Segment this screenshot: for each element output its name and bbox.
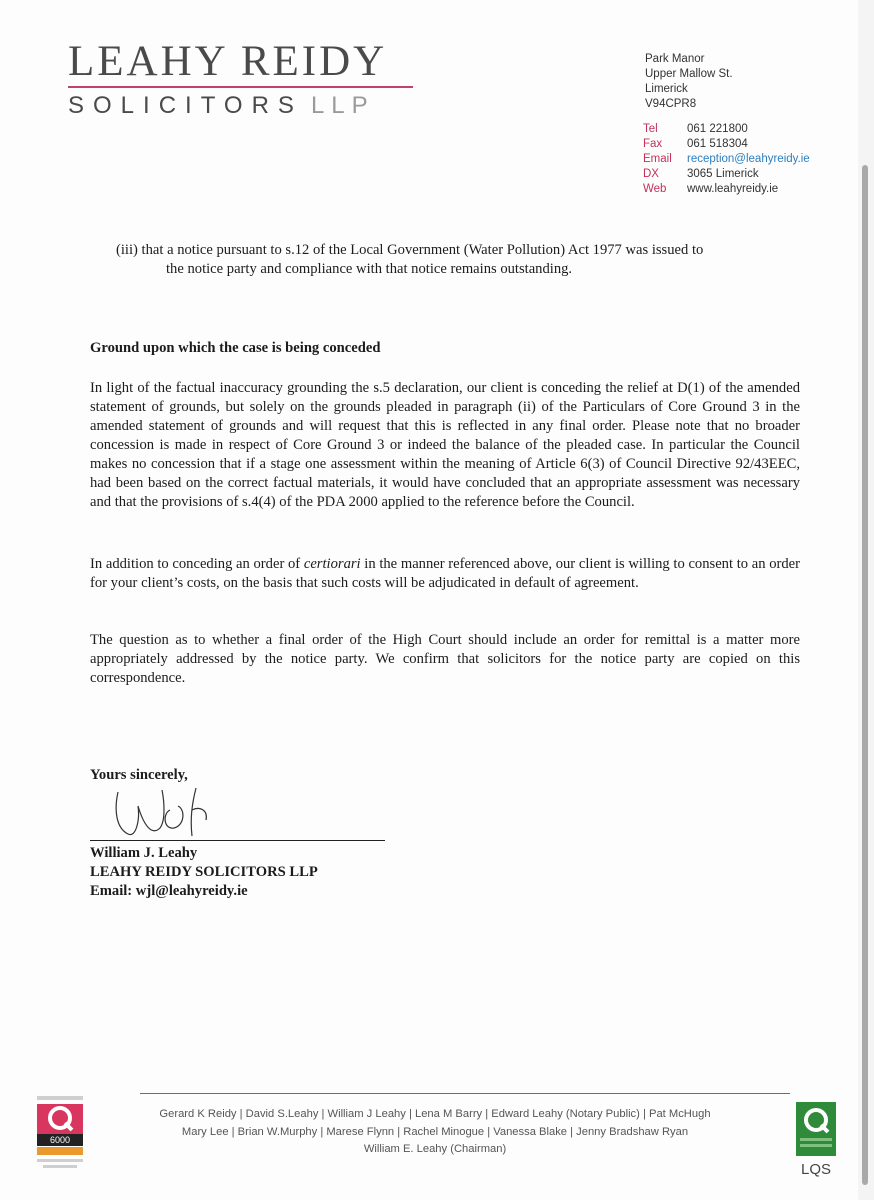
footer-line: William E. Leahy (Chairman) [363,1143,507,1155]
contact-value: 061 221800 [687,123,748,135]
logo-llp: LLP [310,92,375,119]
address-line: Limerick [645,83,688,95]
certiorari-term: certiorari [303,556,361,572]
lqs-badge [790,1102,840,1182]
signer-email: Email: wjl@leahyreidy.ie [90,883,248,899]
signer-firm: LEAHY REIDY SOLICITORS LLP [90,864,318,880]
item-iii-line1: (iii) that a notice pursuant to s.12 of the Local Government (Water Pollution) Act 1977 was issued to [116,242,704,258]
footer-rule [140,1093,790,1094]
item-iii-line2: the notice party and compliance with that notice remains outstanding. [166,261,573,277]
contact-dx [643,167,810,182]
signer-name: William J. Leahy [90,845,198,861]
logo-subtitle [68,92,413,120]
address-line: Park Manor [645,53,705,65]
closing-salutation: Yours sincerely, [90,767,188,783]
contact-label: DX [643,168,659,180]
paragraph-concession: In light of the factual inaccuracy grounding the s.5 declaration, our client is conceding the relief at D(1) of the amended statement of grounds, but solely on the grounds pleaded in paragraph (ii) of the Particulars of Core Ground 3 in the amended statement of grounds and will request that this is reflected in any final order. Please note that no broader concession is made in respect of Core Ground 3 or indeed the balance of the pleaded case. In particular the Council makes no concession that if a stage one assessment within the meaning of Article 6(3) of Council Directive 92/43EEC, had been based on the correct factual materials, it would have concluded that an appropriate assessment was necessary and that the provisions of s.4(4) of the PDA 2000 applied to the reference before the Council. [90,380,800,510]
footer-partners [95,1106,775,1159]
contact-web [643,182,810,197]
contact-email [643,152,810,167]
costs-text-end: in the manner referenced above, our client is willing to consent to an order for your client’s costs, on the basis that such costs will be adjudicated in default of agreement. [90,556,801,591]
logo-rule [68,86,413,88]
contact-label: Tel [643,123,658,135]
paragraph-remittal: The question as to whether a final order of the High Court should include an order for remittal is a matter more appropriately addressed by the notice party. We confirm that solicitors for the notice party are copied on this correspondence. [90,632,800,686]
footer-line: Gerard K Reidy | David S.Leahy | William J Leahy | Lena M Barry | Edward Leahy (Notary Public) | Pat McHugh [159,1108,711,1120]
footer-line: Mary Lee | Brian W.Murphy | Marese Flynn | Rachel Minogue | Vanessa Blake | Jenny Bradshaw Ryan [181,1125,689,1138]
handwritten-signature [100,770,230,842]
lqs-text: LQS [800,1161,832,1178]
paragraph-costs [90,555,800,593]
signature-line [90,840,385,841]
contact-value: 061 518304 [687,138,748,150]
costs-text-start: In addition to conceding an order of [90,556,304,572]
firm-logo [68,40,413,120]
contact-web-link[interactable]: www.leahyreidy.ie [687,183,779,195]
item-iii [116,241,816,279]
scrollbar-thumb[interactable] [862,165,868,1185]
contact-label: Email [643,153,672,165]
signer-block [90,844,318,901]
contact-value: 3065 Limerick [687,168,759,180]
contact-label: Web [643,183,667,195]
q-badge-number: 6000 [49,1135,71,1145]
section-heading: Ground upon which the case is being conceded [90,340,381,356]
q-mark-badge [35,1092,85,1172]
address-line: Upper Mallow St. [645,68,733,80]
logo-firm-name: LEAHY REIDY [68,38,388,85]
firm-address [645,52,733,112]
contact-tel [643,122,810,137]
contact-email-link[interactable]: reception@leahyreidy.ie [687,153,810,165]
address-line: V94CPR8 [645,98,697,110]
firm-contacts [643,122,810,197]
logo-solicitors: SOLICITORS [68,92,303,119]
contact-label: Fax [643,138,663,150]
contact-fax [643,137,810,152]
